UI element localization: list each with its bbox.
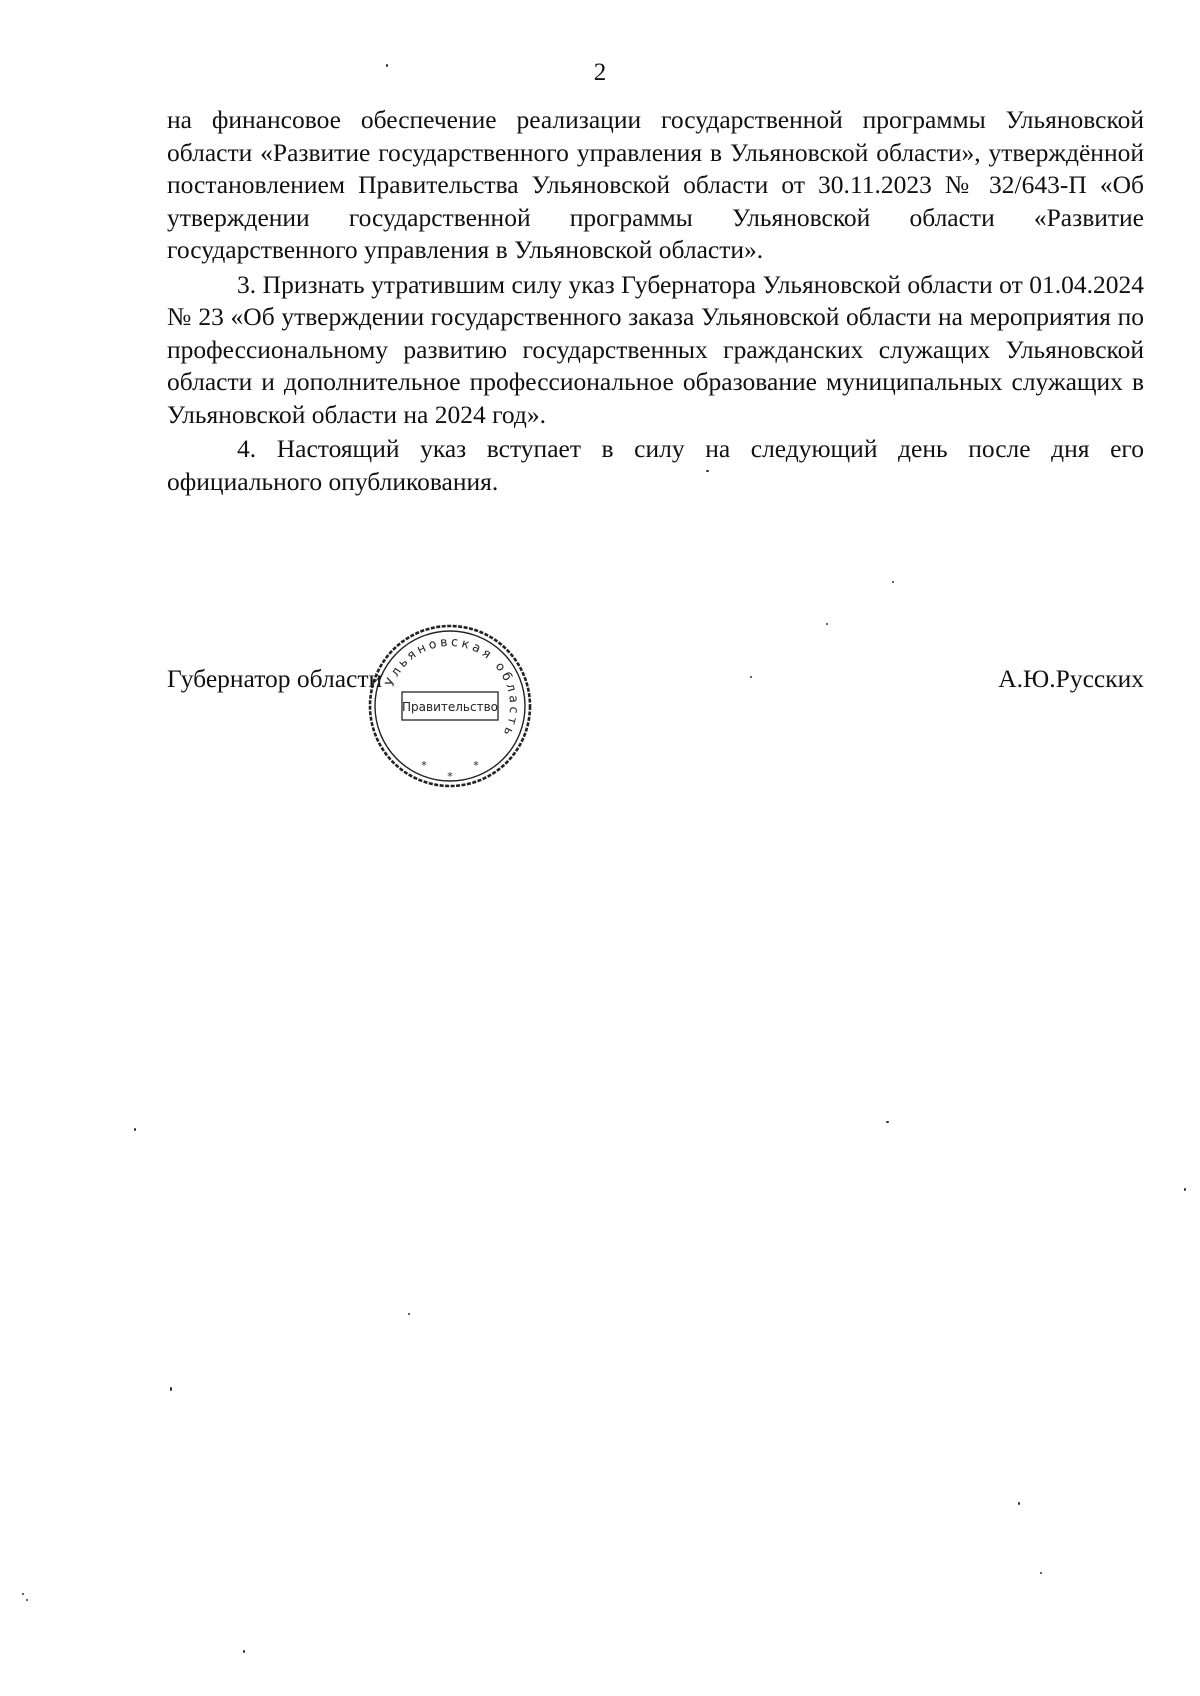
scan-speck [408, 1313, 410, 1315]
paragraph-item-4: 4. Настоящий указ вступает в силу на следующий день после дня его официального опубликования. [167, 434, 1144, 496]
document-body [167, 104, 1144, 498]
seal-ring-text: Ульяновская область [381, 633, 523, 742]
scan-speck [22, 1593, 24, 1595]
page-number: 2 [593, 59, 607, 86]
scan-speck [170, 1387, 172, 1391]
scan-speck [1018, 1502, 1020, 1505]
official-seal-stamp [366, 622, 534, 790]
scan-speck [750, 676, 752, 678]
scan-speck [892, 581, 894, 583]
seal-star-icon: * [447, 770, 453, 783]
scan-speck [134, 1128, 136, 1131]
scan-speck [243, 1650, 245, 1653]
seal-center-text: Правительство [402, 700, 498, 714]
scan-speck [26, 1599, 28, 1601]
paragraph-item-3: 3. Признать утратившим силу указ Губернатора Ульяновской области от 01.04.2024 № 23 «Об утверждении государственного заказа Ульяновской области на мероприятия по профессиональному развитию государственных гражданских служащих Ульяновской области и дополнительное профессиональное образование муниципальных служащих в Ульяновской области на 2024 год». [167, 269, 1144, 429]
scan-speck [706, 470, 709, 472]
signatory-position: Губернатор области [167, 664, 383, 693]
scan-speck [1184, 1188, 1186, 1191]
signatory-name: А.Ю.Русских [998, 664, 1144, 693]
seal-star-icon: * [473, 759, 479, 772]
seal-star-icon: * [421, 759, 427, 772]
scan-speck [886, 1121, 889, 1123]
scan-speck [826, 623, 828, 625]
paragraph-continuation: на финансовое обеспечение реализации государственной программы Ульяновской области «Развитие государственного управления в Ульяновской области», утверждённой постановлением Правительства Ульяновской области от 30.11.2023 № 32/643-П «Об утверждении государственной программы Ульяновской области «Развитие государственного управления в Ульяновской области». [167, 105, 1144, 264]
scan-speck [386, 64, 388, 67]
scan-speck [1040, 1572, 1042, 1574]
